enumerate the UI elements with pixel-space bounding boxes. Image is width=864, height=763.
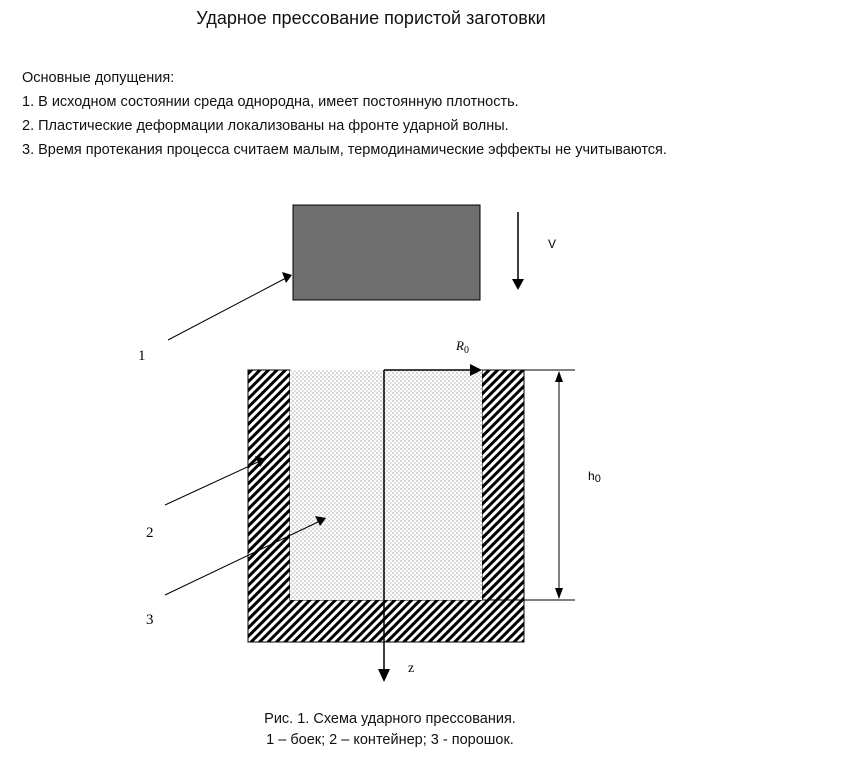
callout-number-1: 1 — [138, 348, 146, 364]
assumption-item-3: 3. Время протекания процесса считаем малым, термодинамические эффекты не учитываются. — [22, 142, 667, 158]
callout-arrowhead-1 — [282, 272, 292, 283]
velocity-arrowhead — [512, 279, 524, 290]
assumption-item-1: 1. В исходном состоянии среда однородна, имеет постоянную плотность. — [22, 94, 519, 110]
assumptions-heading: Основные допущения: — [22, 70, 175, 86]
velocity-label: V — [548, 237, 557, 251]
powder — [290, 370, 482, 600]
z-axis-label: z — [408, 661, 415, 676]
height-arrowhead-top — [555, 371, 563, 382]
striker — [293, 205, 480, 300]
figure-caption — [160, 709, 620, 751]
page-title: Ударное прессование пористой заготовки — [196, 8, 546, 28]
callout-leader-1 — [168, 278, 286, 340]
caption-line-1: Рис. 1. Схема ударного прессования. — [264, 711, 516, 727]
height-arrowhead-bottom — [555, 588, 563, 599]
callout-number-2: 2 — [146, 525, 154, 541]
assumption-item-2: 2. Пластические деформации локализованы на фронте ударной волны. — [22, 118, 509, 134]
callout-number-3: 3 — [146, 612, 154, 628]
caption-line-2: 1 – боек; 2 – контейнер; 3 - порошок. — [266, 732, 514, 748]
radius-label: $R_0$ — [456, 338, 469, 356]
callout-leader-2 — [165, 462, 258, 505]
z-axis-arrowhead — [378, 669, 390, 682]
height-label: h0 — [588, 469, 601, 485]
